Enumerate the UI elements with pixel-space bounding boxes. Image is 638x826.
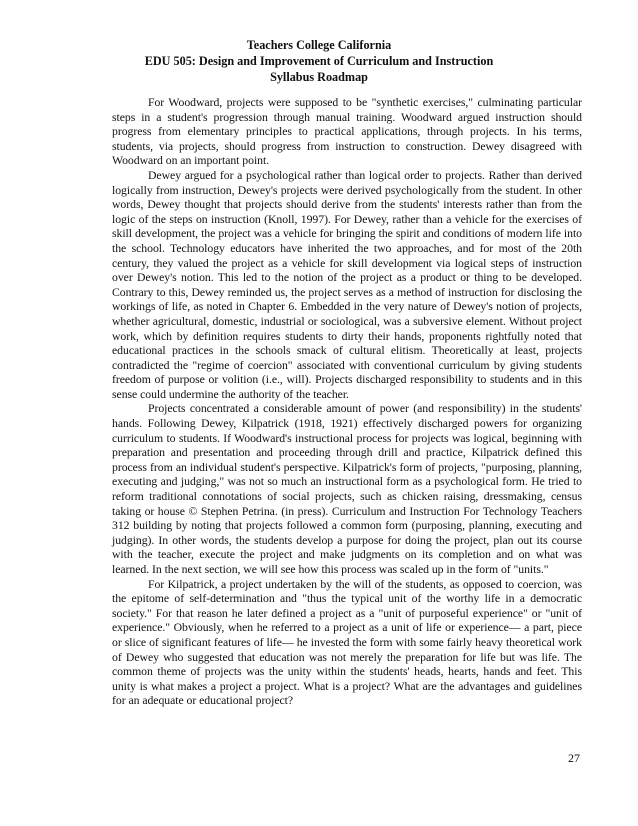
header-document-title: Syllabus Roadmap	[270, 70, 368, 84]
document-header	[0, 37, 638, 85]
body-text	[112, 96, 582, 709]
paragraph-woodward: For Woodward, projects were supposed to be "synthetic exercises," culminating particular steps in a student's progression through manual training. Woodward argued instruction should progress from elementary principles to practical applications, through projects. In his terms, students, via projects, should progress from instruction to construction. Dewey disagreed with Woodward on an important point.	[112, 96, 582, 168]
paragraph-projects-power: Projects concentrated a considerable amount of power (and responsibility) in the students' hands. Following Dewey, Kilpatrick (1918, 1921) effectively discharged powers for organizing curriculum to students. If Woodward's instructional process for projects was logical, beginning with preparation and presentation and proceeding through drill and practice, Kilpatrick defined this process from an individual student's perspective. Kilpatrick's form of projects, "purposing, planning, executing and judging," was not so much an instructional form as a psychological form. He tried to reform traditional connotations of social projects, such as chicken raising, dressmaking, census taking or house © Stephen Petrina. (in press). Curriculum and Instruction For Technology Teachers 312 building by noting that projects followed a common form (purposing, planning, executing and judging). In other words, the students develop a purpose for doing the project, plan out its course with the teacher, execute the project and make judgments on its completion and on what was learned. In the next section, we will see how this process was scaled up in the form of "units."	[112, 402, 582, 576]
page-number: 27	[568, 751, 580, 765]
paragraph-dewey: Dewey argued for a psychological rather than logical order to projects. Rather than derived logically from instruction, Dewey's projects were derived psychologically from the student. In other words, Dewey thought that projects should derive from the students' interests rather than from the logic of the steps on instruction (Knoll, 1997). For Dewey, rather than a vehicle for the exercises of skill development, the project was a vehicle for bringing the spirit and conditions of modern life into the school. Technology educators have inherited the two approaches, and for most of the 20th century, they valued the project as a vehicle for skill development via logical steps of instruction over Dewey's notion. This led to the notion of the project as a product or thing to be developed. Contrary to this, Dewey reminded us, the project serves as a method of instruction for disclosing the workings of life, as noted in Chapter 6. Embedded in the very nature of Dewey's notion of projects, whether agricultural, domestic, industrial or sociological, was a subversive element. Without project work, which by definition requires students to dirty their hands, proponents rightfully noted that educational practices in the schools smack of cultural elitism. Theoretically at least, projects contradicted the "regime of coercion" associated with conventional curriculum by giving students freedom of purpose or volition (i.e., will). Projects discharged responsibility to students and in this sense could undermine the authority of the teacher.	[112, 168, 582, 401]
header-institution: Teachers College California	[246, 38, 392, 52]
paragraph-kilpatrick: For Kilpatrick, a project undertaken by the will of the students, as opposed to coercion, was the epitome of self-determination and "thus the typical unit of the worthy life in a democratic society." For that reason he later defined a project as a "unit of purposeful experience" or "unit of experience." Obviously, when he referred to a project as a unit of life or experience— a part, piece or slice of significant features of life— he invested the form with some fairly heavy theoretical work of Dewey who suggested that education was not merely the preparation for life but was life. The common theme of projects was the unity within the students' heads, hearts, hands and feet. This unity is what makes a project a project. What is a project? What are the advantages and guidelines for an adequate or educational project?	[112, 577, 582, 708]
header-course-title: EDU 505: Design and Improvement of Curriculum and Instruction	[144, 54, 494, 68]
